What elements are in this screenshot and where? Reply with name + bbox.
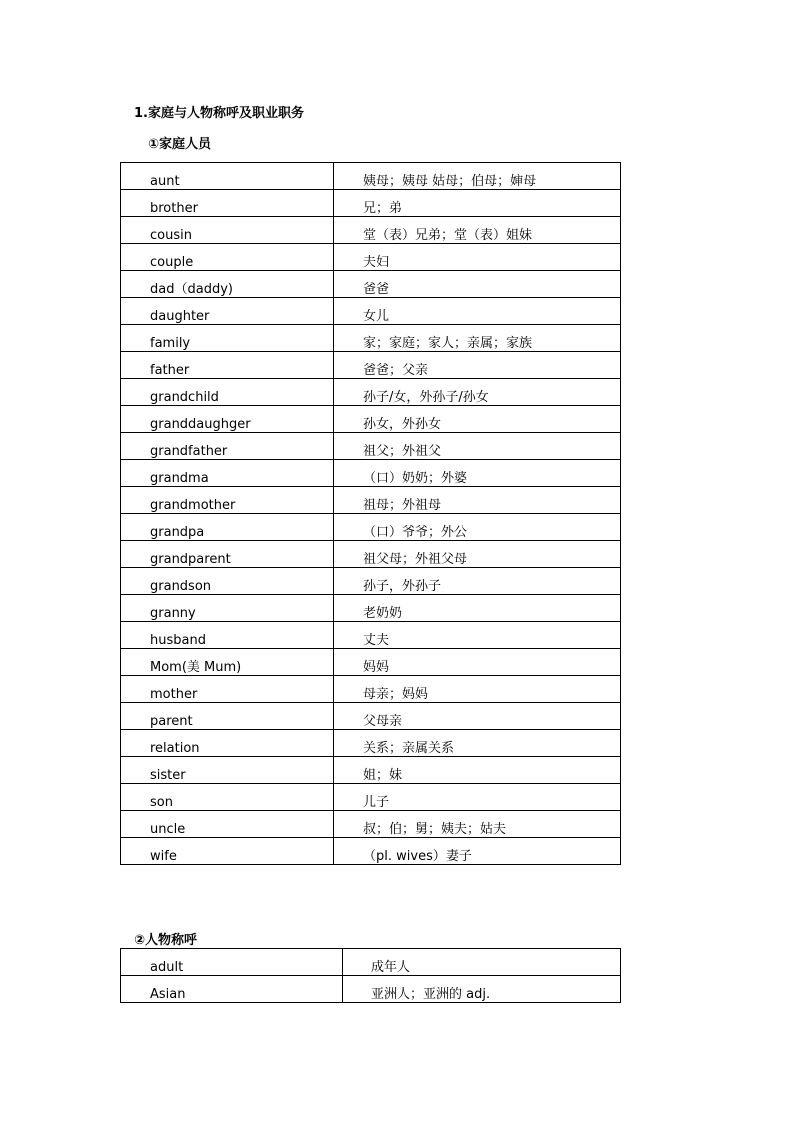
chinese-meaning-cell: 祖父；外祖父 — [334, 433, 621, 460]
chinese-meaning-cell: （口）爷爷；外公 — [334, 514, 621, 541]
chinese-meaning-cell: 爸爸；父亲 — [334, 352, 621, 379]
chinese-meaning-cell: 妈妈 — [334, 649, 621, 676]
english-word-cell: daughter — [121, 298, 334, 325]
chinese-meaning-cell: 爸爸 — [334, 271, 621, 298]
chinese-meaning-cell: 成年人 — [343, 949, 621, 976]
table-row — [121, 217, 621, 244]
table-row — [121, 190, 621, 217]
english-word-cell: family — [121, 325, 334, 352]
table-row — [121, 406, 621, 433]
english-word-cell: couple — [121, 244, 334, 271]
table-row — [121, 163, 621, 190]
table-row — [121, 622, 621, 649]
chinese-meaning-cell: 儿子 — [334, 784, 621, 811]
chinese-meaning-cell: 父母亲 — [334, 703, 621, 730]
table-row — [121, 433, 621, 460]
chinese-meaning-cell: 祖父母；外祖父母 — [334, 541, 621, 568]
table-row — [121, 271, 621, 298]
english-word-cell: grandson — [121, 568, 334, 595]
english-word-cell: Mom(美 Mum) — [121, 649, 334, 676]
english-word-cell: granddaughger — [121, 406, 334, 433]
chinese-meaning-cell: 女儿 — [334, 298, 621, 325]
english-word-cell: grandmother — [121, 487, 334, 514]
english-word-cell: father — [121, 352, 334, 379]
english-word-cell: son — [121, 784, 334, 811]
table-row — [121, 487, 621, 514]
chinese-meaning-cell: 孙子/女，外孙子/孙女 — [334, 379, 621, 406]
english-word-cell: mother — [121, 676, 334, 703]
table-row — [121, 568, 621, 595]
table-row — [121, 730, 621, 757]
table-row — [121, 838, 621, 865]
table-row — [121, 784, 621, 811]
english-word-cell: Asian — [121, 976, 343, 1003]
chinese-meaning-cell: 母亲；妈妈 — [334, 676, 621, 703]
english-word-cell: husband — [121, 622, 334, 649]
english-word-cell: brother — [121, 190, 334, 217]
table-row — [121, 703, 621, 730]
table-row — [121, 514, 621, 541]
chinese-meaning-cell: （pl. wives）妻子 — [334, 838, 621, 865]
chinese-meaning-cell: 夫妇 — [334, 244, 621, 271]
chinese-meaning-cell: 姨母；姨母 姑母；伯母；婶母 — [334, 163, 621, 190]
chinese-meaning-cell: 祖母；外祖母 — [334, 487, 621, 514]
table-row — [121, 325, 621, 352]
chinese-meaning-cell: 亚洲人；亚洲的 adj. — [343, 976, 621, 1003]
english-word-cell: cousin — [121, 217, 334, 244]
english-word-cell: adult — [121, 949, 343, 976]
table-row — [121, 949, 621, 976]
english-word-cell: granny — [121, 595, 334, 622]
table-row — [121, 595, 621, 622]
chinese-meaning-cell: 姐；妹 — [334, 757, 621, 784]
family-members-table — [120, 162, 621, 865]
english-word-cell: grandfather — [121, 433, 334, 460]
english-word-cell: relation — [121, 730, 334, 757]
forms-of-address-table-body — [121, 949, 621, 1003]
english-word-cell: sister — [121, 757, 334, 784]
family-members-heading: ①家庭人员 — [148, 137, 212, 152]
chinese-meaning-cell: 孙女，外孙女 — [334, 406, 621, 433]
english-word-cell: grandchild — [121, 379, 334, 406]
chinese-meaning-cell: 叔；伯；舅；姨夫；姑夫 — [334, 811, 621, 838]
table-row — [121, 649, 621, 676]
table-row — [121, 541, 621, 568]
table-row — [121, 757, 621, 784]
table-row — [121, 676, 621, 703]
chinese-meaning-cell: 关系；亲属关系 — [334, 730, 621, 757]
table-row — [121, 298, 621, 325]
section-title: 1.家庭与人物称呼及职业职务 — [134, 106, 304, 121]
chinese-meaning-cell: 老奶奶 — [334, 595, 621, 622]
english-word-cell: grandparent — [121, 541, 334, 568]
english-word-cell: aunt — [121, 163, 334, 190]
english-word-cell: wife — [121, 838, 334, 865]
table-row — [121, 244, 621, 271]
chinese-meaning-cell: 兄；弟 — [334, 190, 621, 217]
english-word-cell: grandpa — [121, 514, 334, 541]
family-members-table-body — [121, 163, 621, 865]
forms-of-address-table — [120, 948, 621, 1003]
english-word-cell: dad（daddy) — [121, 271, 334, 298]
english-word-cell: grandma — [121, 460, 334, 487]
chinese-meaning-cell: 家；家庭；家人；亲属；家族 — [334, 325, 621, 352]
table-row — [121, 352, 621, 379]
table-row — [121, 811, 621, 838]
table-row — [121, 460, 621, 487]
english-word-cell: uncle — [121, 811, 334, 838]
forms-of-address-heading: ②人物称呼 — [134, 933, 198, 948]
chinese-meaning-cell: 堂（表）兄弟；堂（表）姐妹 — [334, 217, 621, 244]
chinese-meaning-cell: 丈夫 — [334, 622, 621, 649]
table-row — [121, 976, 621, 1003]
english-word-cell: parent — [121, 703, 334, 730]
chinese-meaning-cell: 孙子，外孙子 — [334, 568, 621, 595]
chinese-meaning-cell: （口）奶奶；外婆 — [334, 460, 621, 487]
table-row — [121, 379, 621, 406]
